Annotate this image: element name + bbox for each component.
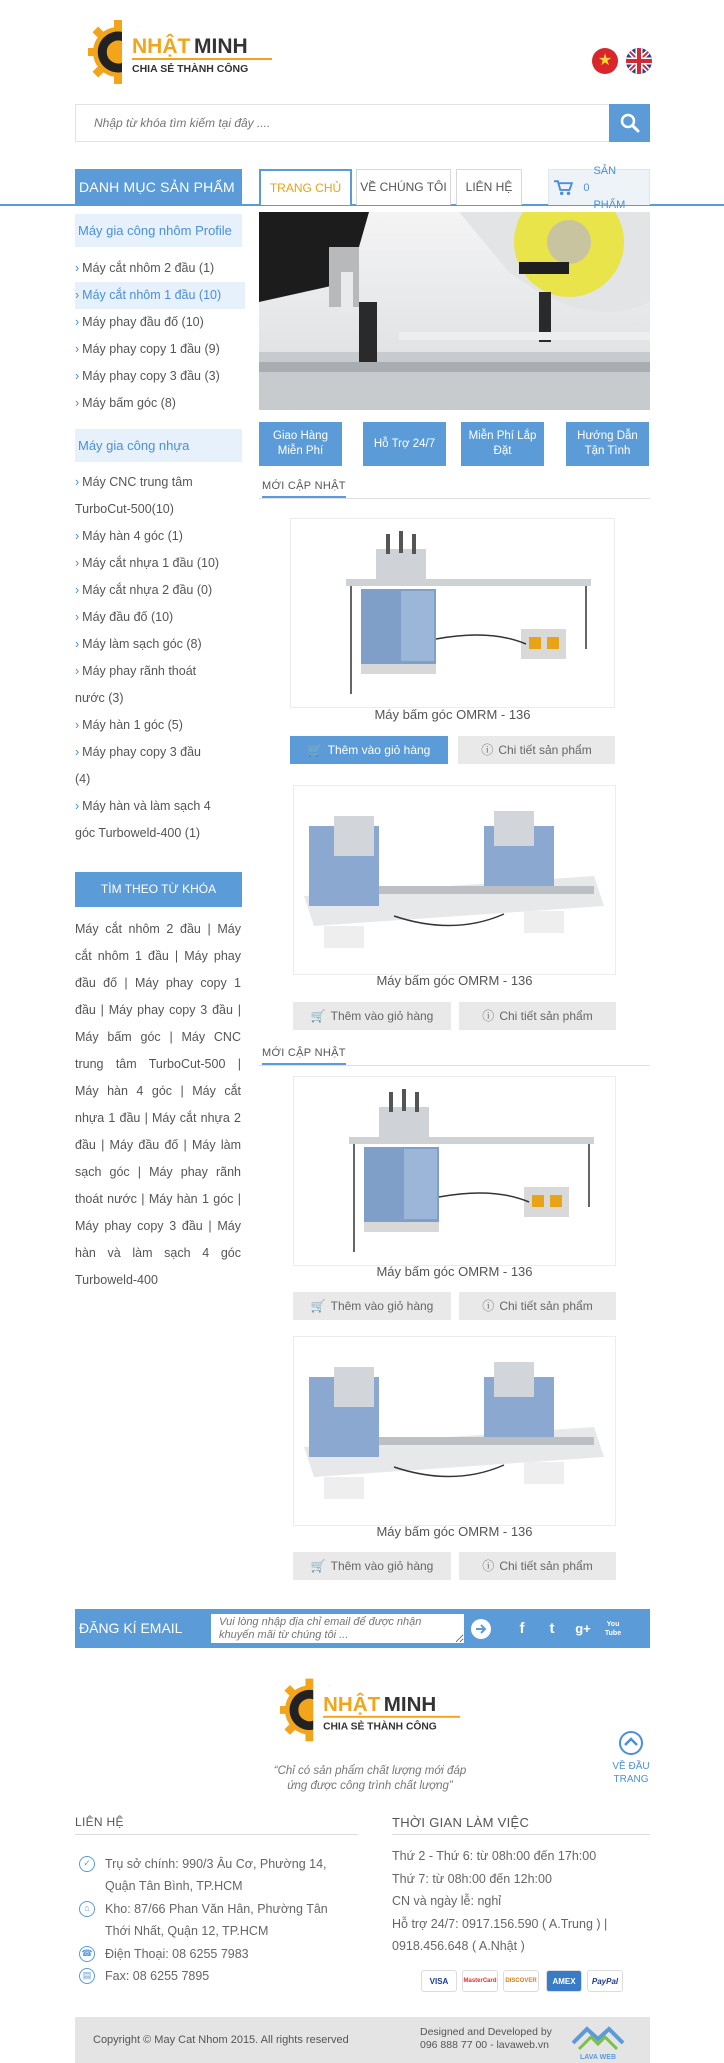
keyword-cloud[interactable]: Máy cắt nhôm 2 đầu | Máy cắt nhôm 1 đầu | Máy phay đầu đố | Máy phay copy 1 đầu | Máy phay copy 3 đầu | Máy bấm góc | Máy CNC trung tâm TurboCut-500 | Máy hàn 4 góc | Máy cắt nhựa 1 đầu | Máy cắt nhựa 2 đầu | Máy đầu đố | Máy làm sạch góc | Máy phay rãnh thoát nước | Máy hàn 1 góc | Máy phay copy 3 đầu | Máy hàn và làm sạch 4 góc Turboweld-400 [75, 922, 241, 1287]
working-hours: Thứ 2 - Thứ 6: từ 08h:00 đến 17h:00 Thứ 7: từ 08h:00 đến 12h:00 CN và ngày lễ: nghỉ Hỗ trợ 24/7: 0917.156.590 ( A.Trung ) | 0918.456.648 ( A.Nhật ) [392, 1849, 608, 1953]
site-logo[interactable] [88, 8, 278, 92]
search-bar [75, 104, 650, 142]
sidebar-item[interactable]: › Máy bấm góc (8) [75, 396, 176, 410]
add-to-cart-button[interactable]: 🛒 Thêm vào giỏ hàng [293, 1552, 451, 1580]
section-title: MỚI CẬP NHẬT [262, 1047, 346, 1059]
product-detail-button[interactable]: ⓘ Chi tiết sản phẩm [458, 736, 615, 764]
sidebar-item[interactable]: › Máy phay đầu đố (10) [75, 315, 204, 329]
add-to-cart-button[interactable]: 🛒 Thêm vào giỏ hàng [293, 1292, 451, 1320]
language-switcher [592, 48, 652, 74]
email-input[interactable] [211, 1614, 464, 1643]
sidebar-item-cont[interactable]: nước (3) [75, 691, 124, 705]
developer-credit[interactable]: Designed and Developed by 096 888 77 00 - lavaweb.vn [420, 2026, 552, 2051]
product-detail-button[interactable]: ⓘ Chi tiết sản phẩm [459, 1552, 616, 1580]
submit-arrow-icon[interactable] [471, 1619, 491, 1639]
cart-icon: 🛒 [310, 1299, 326, 1313]
sidebar-item-cont[interactable]: (4) [75, 772, 91, 786]
sidebar-item[interactable]: › Máy CNC trung tâm [75, 475, 193, 489]
sidebar-item[interactable]: › Máy cắt nhựa 1 đầu (10) [75, 556, 220, 570]
product-image[interactable] [290, 518, 615, 708]
search-input[interactable] [76, 105, 606, 141]
sidebar-group-plastic[interactable]: Máy gia công nhựa [75, 429, 242, 462]
sidebar-item[interactable]: › Máy hàn và làm sạch 4 [75, 799, 211, 813]
footer-rule [392, 1834, 650, 1835]
product-image[interactable] [293, 1336, 616, 1526]
google-plus-icon[interactable]: g+ [575, 1621, 591, 1636]
info-icon: ⓘ [482, 1009, 495, 1023]
address-head-office: ✓ Trụ sở chính: 990/3 Âu Cơ, Phường 14, Quận Tân Bình, TP.HCM [75, 1853, 355, 1897]
fax-number: ▤ Fax: 08 6255 7895 [75, 1965, 355, 1987]
sidebar-group-aluminum[interactable]: Máy gia công nhôm Profile [75, 214, 242, 247]
product-name[interactable]: Máy bấm góc OMRM - 136 [376, 1524, 533, 1539]
section-rule [259, 498, 650, 499]
product-name[interactable]: Máy bấm góc OMRM - 136 [376, 973, 533, 988]
sidebar-item-cont[interactable]: TurboCut-500(10) [75, 502, 174, 516]
arrow-up-icon [618, 1730, 644, 1756]
cart-button[interactable] [548, 164, 650, 211]
product-image[interactable] [293, 1076, 616, 1266]
phone-icon: ☎ [79, 1946, 95, 1962]
sidebar-item[interactable]: › Máy đầu đố (10) [75, 610, 174, 624]
info-icon: ⓘ [482, 1299, 495, 1313]
address-warehouse: ⌂ Kho: 87/66 Phan Văn Hân, Phường Tân Thới Nhất, Quận 12, TP.HCM [75, 1898, 355, 1942]
product-name[interactable]: Máy bấm góc OMRM - 136 [376, 1264, 533, 1279]
sidebar-list-plastic [75, 469, 245, 847]
newsletter-bar [75, 1609, 650, 1648]
bottom-bar [75, 2017, 650, 2063]
logo-word-1: NHẬT [132, 35, 191, 58]
search-icon [620, 113, 640, 133]
twitter-icon[interactable]: t [549, 1620, 555, 1637]
facebook-icon[interactable]: f [519, 1620, 525, 1637]
warehouse-icon: ⌂ [79, 1901, 95, 1917]
sidebar-item[interactable]: › Máy phay copy 3 đầu (3) [75, 369, 220, 383]
visa-icon: VISA [421, 1970, 457, 1992]
logo-word-2: MINH [383, 1692, 437, 1716]
sidebar-item[interactable]: › Máy làm sạch góc (8) [75, 637, 202, 651]
vietnam-flag-icon[interactable]: ★ [592, 48, 618, 74]
service-support[interactable]: Hỗ Trợ 24/7 [363, 422, 446, 466]
sidebar-item[interactable]: › Máy cắt nhựa 2 đầu (0) [75, 583, 213, 597]
sidebar-item[interactable]: › Máy phay copy 3 đầu [75, 745, 201, 759]
hero-banner [259, 212, 650, 410]
youtube-icon[interactable]: You Tube [604, 1621, 622, 1637]
product-image[interactable] [293, 785, 616, 975]
sidebar-item[interactable]: › Máy phay copy 1 đầu (9) [75, 342, 220, 356]
search-button[interactable] [609, 104, 650, 142]
sidebar-item[interactable]: › Máy cắt nhôm 1 đầu (10) [75, 282, 245, 309]
sidebar-list-aluminum [75, 255, 245, 417]
cart-icon: 🛒 [310, 1009, 326, 1023]
info-icon: ⓘ [481, 743, 494, 757]
section-rule [259, 1065, 650, 1066]
product-name[interactable]: Máy bấm góc OMRM - 136 [374, 707, 531, 722]
paypal-icon: PayPal [587, 1970, 623, 1992]
service-guidance[interactable]: Hướng Dẫn Tận Tình [566, 422, 649, 466]
phone-number[interactable]: ☎ Điện Thoại: 08 6255 7983 [75, 1943, 355, 1965]
info-icon: ⓘ [482, 1559, 495, 1573]
product-detail-button[interactable]: ⓘ Chi tiết sản phẩm [459, 1002, 616, 1030]
keyword-heading: TÌM THEO TỪ KHÓA [75, 872, 242, 907]
logo-tagline: CHIA SẺ THÀNH CÔNG [323, 1721, 437, 1733]
sidebar-item[interactable]: › Máy phay rãnh thoát [75, 664, 197, 678]
newsletter-label: ĐĂNG KÍ EMAIL [79, 1620, 183, 1636]
hours-heading: THỜI GIAN LÀM VIỆC [392, 1815, 530, 1830]
copyright-text: Copyright © May Cat Nhom 2015. All rights reserved [93, 2034, 349, 2046]
cart-icon: 🛒 [310, 1559, 326, 1573]
tab-about[interactable]: VỀ CHÚNG TÔI [356, 169, 451, 205]
sidebar-item[interactable]: › Máy hàn 1 góc (5) [75, 718, 183, 732]
footer-rule [75, 1834, 358, 1835]
amex-icon: AMEX [546, 1970, 582, 1992]
add-to-cart-button[interactable]: 🛒 Thêm vào giỏ hàng [293, 1002, 451, 1030]
tab-contact[interactable]: LIÊN HỆ [456, 169, 522, 205]
location-icon: ✓ [79, 1856, 95, 1872]
cart-icon [554, 180, 573, 196]
service-free-install[interactable]: Miễn Phí Lắp Đặt [461, 422, 544, 466]
add-to-cart-button[interactable]: 🛒 Thêm vào giỏ hàng [290, 736, 448, 764]
svg-text:LAVA WEB: LAVA WEB [579, 2054, 617, 2061]
tab-home[interactable]: TRANG CHỦ [259, 169, 352, 205]
contact-heading: LIÊN HỆ [75, 1815, 124, 1829]
uk-flag-icon[interactable] [626, 48, 652, 74]
section-title: MỚI CẬP NHẬT [262, 480, 346, 492]
back-to-top-button[interactable]: VỀ ĐẦU TRANG [606, 1730, 656, 1786]
service-free-shipping[interactable]: Giao Hàng Miễn Phí [259, 422, 342, 466]
logo-word-2: MINH [194, 35, 248, 58]
mastercard-icon: MasterCard [462, 1970, 498, 1992]
sidebar-item[interactable]: › Máy hàn 4 góc (1) [75, 529, 183, 543]
lavaweb-logo[interactable] [567, 2021, 629, 2061]
product-detail-button[interactable]: ⓘ Chi tiết sản phẩm [459, 1292, 616, 1320]
discover-icon: DISCOVER [503, 1970, 539, 1992]
logo-tagline: CHIA SẺ THÀNH CÔNG [132, 63, 249, 75]
sidebar-item-cont[interactable]: góc Turboweld-400 (1) [75, 826, 201, 840]
footer-logo[interactable] [280, 1666, 466, 1750]
category-heading: DANH MỤC SẢN PHẨM [75, 169, 242, 205]
logo-word-1: NHẬT [323, 1692, 381, 1716]
cart-label: SẢN PHẨM [593, 164, 626, 211]
cart-icon: 🛒 [307, 743, 323, 757]
footer-quote: “Chỉ có sản phẩm chất lượng mới đáp ứng được công trình chất lượng” [273, 1765, 467, 1792]
cart-count: 0 [583, 181, 590, 194]
fax-icon: ▤ [79, 1968, 95, 1984]
sidebar-item[interactable]: › Máy cắt nhôm 2 đầu (1) [75, 261, 215, 275]
